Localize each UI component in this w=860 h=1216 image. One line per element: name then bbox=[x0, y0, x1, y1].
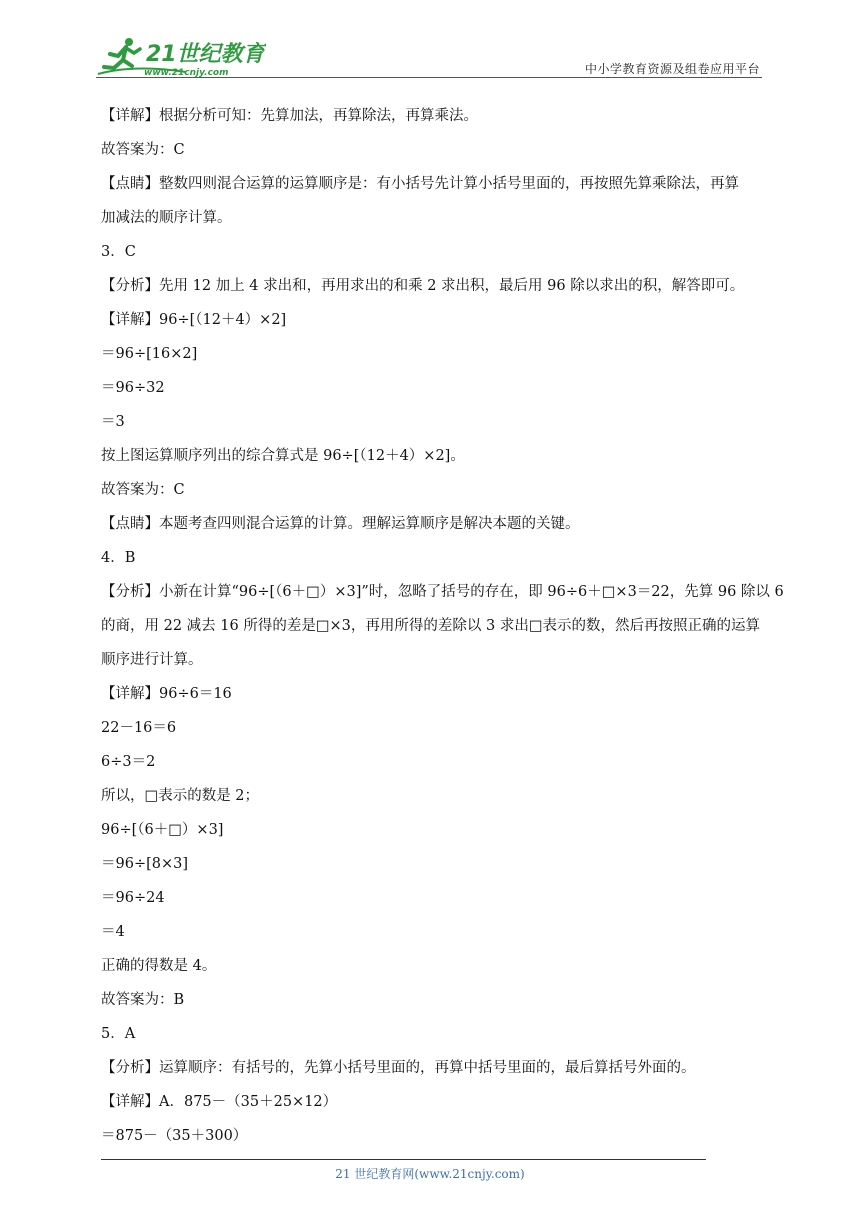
text-line: 故答案为：C bbox=[101, 482, 185, 498]
text-line: 按上图运算顺序列出的综合算式是 96÷[（12＋4）×2]。 bbox=[101, 448, 465, 464]
text-line: ＝4 bbox=[101, 924, 125, 940]
text-line: 22－16＝6 bbox=[101, 720, 177, 736]
text-line: ＝96÷24 bbox=[101, 890, 165, 906]
text-line: ＝96÷32 bbox=[101, 380, 165, 396]
text-line: ＝3 bbox=[101, 414, 125, 430]
footer-link[interactable]: 21 世纪教育网(www.21cnjy.com) bbox=[335, 1167, 525, 1181]
text-line: 加减法的顺序计算。 bbox=[101, 210, 232, 226]
text-line: 【分析】运算顺序：有括号的，先算小括号里面的，再算中括号里面的，最后算括号外面的。 bbox=[101, 1060, 696, 1076]
text-line: 顺序进行计算。 bbox=[101, 652, 203, 668]
question-number: 3．C bbox=[101, 244, 136, 260]
runner-logo-icon bbox=[96, 34, 266, 78]
text-line: 故答案为：B bbox=[101, 992, 185, 1008]
text-line: 【详解】96÷[（12＋4）×2] bbox=[101, 312, 287, 328]
question-number: 5．A bbox=[101, 1026, 136, 1042]
text-line: 所以，□表示的数是 2； bbox=[101, 788, 260, 804]
text-line: 96÷[（6＋□）×3] bbox=[101, 822, 224, 838]
text-line: 【点睛】本题考查四则混合运算的计算。理解运算顺序是解决本题的关键。 bbox=[101, 516, 580, 532]
question-number: 4．B bbox=[101, 550, 136, 566]
logo-text: 21世纪教育 bbox=[146, 42, 265, 67]
text-line: ＝96÷[16×2] bbox=[101, 346, 198, 362]
text-line: ＝875－（35＋300） bbox=[101, 1128, 248, 1144]
text-line: 【详解】96÷6＝16 bbox=[101, 686, 232, 702]
answer-content bbox=[101, 104, 784, 1158]
text-line: 【详解】根据分析可知：先算加法，再算除法，再算乘法。 bbox=[101, 108, 478, 124]
text-line: 【点睛】整数四则混合运算的运算顺序是：有小括号先计算小括号里面的，再按照先算乘除法，再算 bbox=[101, 176, 739, 192]
site-logo[interactable] bbox=[96, 34, 266, 78]
header-divider bbox=[96, 77, 762, 78]
page-header bbox=[96, 28, 762, 80]
footer-divider bbox=[101, 1159, 706, 1160]
text-line: 【分析】先用 12 加上 4 求出和，再用求出的和乘 2 求出积，最后用 96 除以求出的积，解答即可。 bbox=[101, 278, 745, 294]
text-line: 【详解】A．875－（35＋25×12） bbox=[101, 1094, 338, 1110]
text-line: 正确的得数是 4。 bbox=[101, 958, 217, 974]
text-line: 【分析】小新在计算“96÷[（6＋□）×3]”时，忽略了括号的存在，即 96÷6＋□×3＝22，先算 96 除以 6 bbox=[101, 584, 784, 600]
logo-url: www.21cnjy.com bbox=[144, 68, 229, 78]
text-line: 6÷3＝2 bbox=[101, 754, 156, 770]
text-line: 故答案为：C bbox=[101, 142, 185, 158]
platform-name: 中小学教育资源及组卷应用平台 bbox=[584, 62, 760, 76]
text-line: 的商，用 22 减去 16 所得的差是□×3，再用所得的差除以 3 求出□表示的数，然后再按照正确的运算 bbox=[101, 618, 761, 634]
text-line: ＝96÷[8×3] bbox=[101, 856, 189, 872]
